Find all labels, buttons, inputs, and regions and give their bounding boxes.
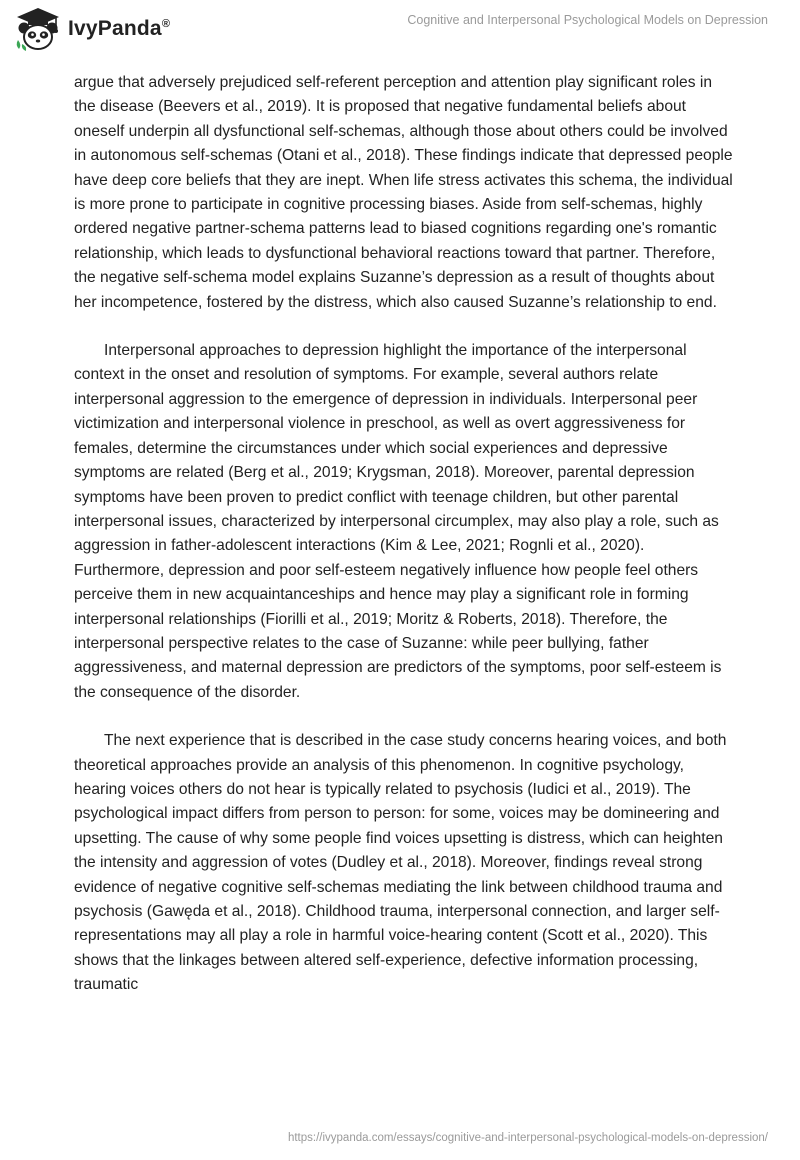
registered-mark: ® (161, 18, 171, 30)
paragraph: The next experience that is described in the case study concerns hearing voices, and both theoretical approaches provide an analysis of this phenomenon. In cognitive psychology, hearing voices others do not hear is typically related to psychosis (Iudici et al., 2019). The psychological impact differs from person to person: for some, voices may be domineering and upsetting. The cause of why some people find voices upsetting is distress, which can heighten the intensity and aggression of votes (Dudley et al., 2018). Moreover, findings reveal strong evidence of negative cognitive self-schemas mediating the link between childhood trauma and psychosis (Gawęda et al., 2018). Childhood trauma, interpersonal connection, and larger self-representations may all play a role in harmful voice-hearing content (Scott et al., 2020). This shows that the linkages between altered self-experience, defective information processing, traumatic (74, 732, 727, 994)
page-header (0, 0, 800, 60)
paragraph: argue that adversely prejudiced self-referent perception and attention play significant roles in the disease (Beevers et al., 2019). It is proposed that negative fundamental beliefs about oneself underpin all dysfunctional self-schemas, although those about others could be involved in autonomous self-schemas (Otani et al., 2018). These findings indicate that depressed people have deep core beliefs that they are inept. When life stress activates this schema, the individual is more prone to participate in cognitive processing biases. Aside from self-schemas, highly ordered negative partner-schema patterns lead to biased cognitions regarding one's romantic relationship, which leads to dysfunctional behavioral reactions toward that partner. Therefore, the negative self-schema model explains Suzanne’s depression as a result of thoughts about her incompetence, fostered by the distress, which also caused Suzanne’s relationship to end. (74, 74, 733, 311)
document-title: Cognitive and Interpersonal Psychological Models on Depression (407, 13, 768, 27)
source-url[interactable]: https://ivypanda.com/essays/cognitive-and-interpersonal-psychological-models-on-depression/ (287, 1132, 768, 1144)
panda-graduate-icon (14, 6, 62, 52)
essay-body (74, 71, 734, 1022)
brand-name (68, 17, 170, 41)
paragraph: Interpersonal approaches to depression highlight the importance of the interpersonal context in the onset and resolution of symptoms. For example, several authors relate interpersonal aggression to the emergence of depression in individuals. Interpersonal peer victimization and interpersonal violence in preschool, as well as overt aggressiveness for females, determine the circumstances under which social experiences and depressive symptoms are related (Berg et al., 2019; Krygsman, 2018). Moreover, parental depression symptoms have been proven to predict conflict with teenage children, but other parental interpersonal issues, characterized by interpersonal circumplex, may also play a role, such as aggression in father-adolescent interactions (Kim & Lee, 2021; Rognli et al., 2020). Furthermore, depression and poor self-esteem negatively influence how people feel others perceive them in new acquaintanceships and hence may play a significant role in forming interpersonal relationships (Fiorilli et al., 2019; Moritz & Roberts, 2018). Therefore, the interpersonal perspective relates to the case of Suzanne: while peer bullying, father aggressiveness, and maternal depression are predictors of the symptoms, poor self-esteem is the consequence of the disorder. (74, 342, 722, 701)
brand-name-text: IvyPanda (68, 17, 162, 40)
brand-logo[interactable] (14, 6, 170, 52)
